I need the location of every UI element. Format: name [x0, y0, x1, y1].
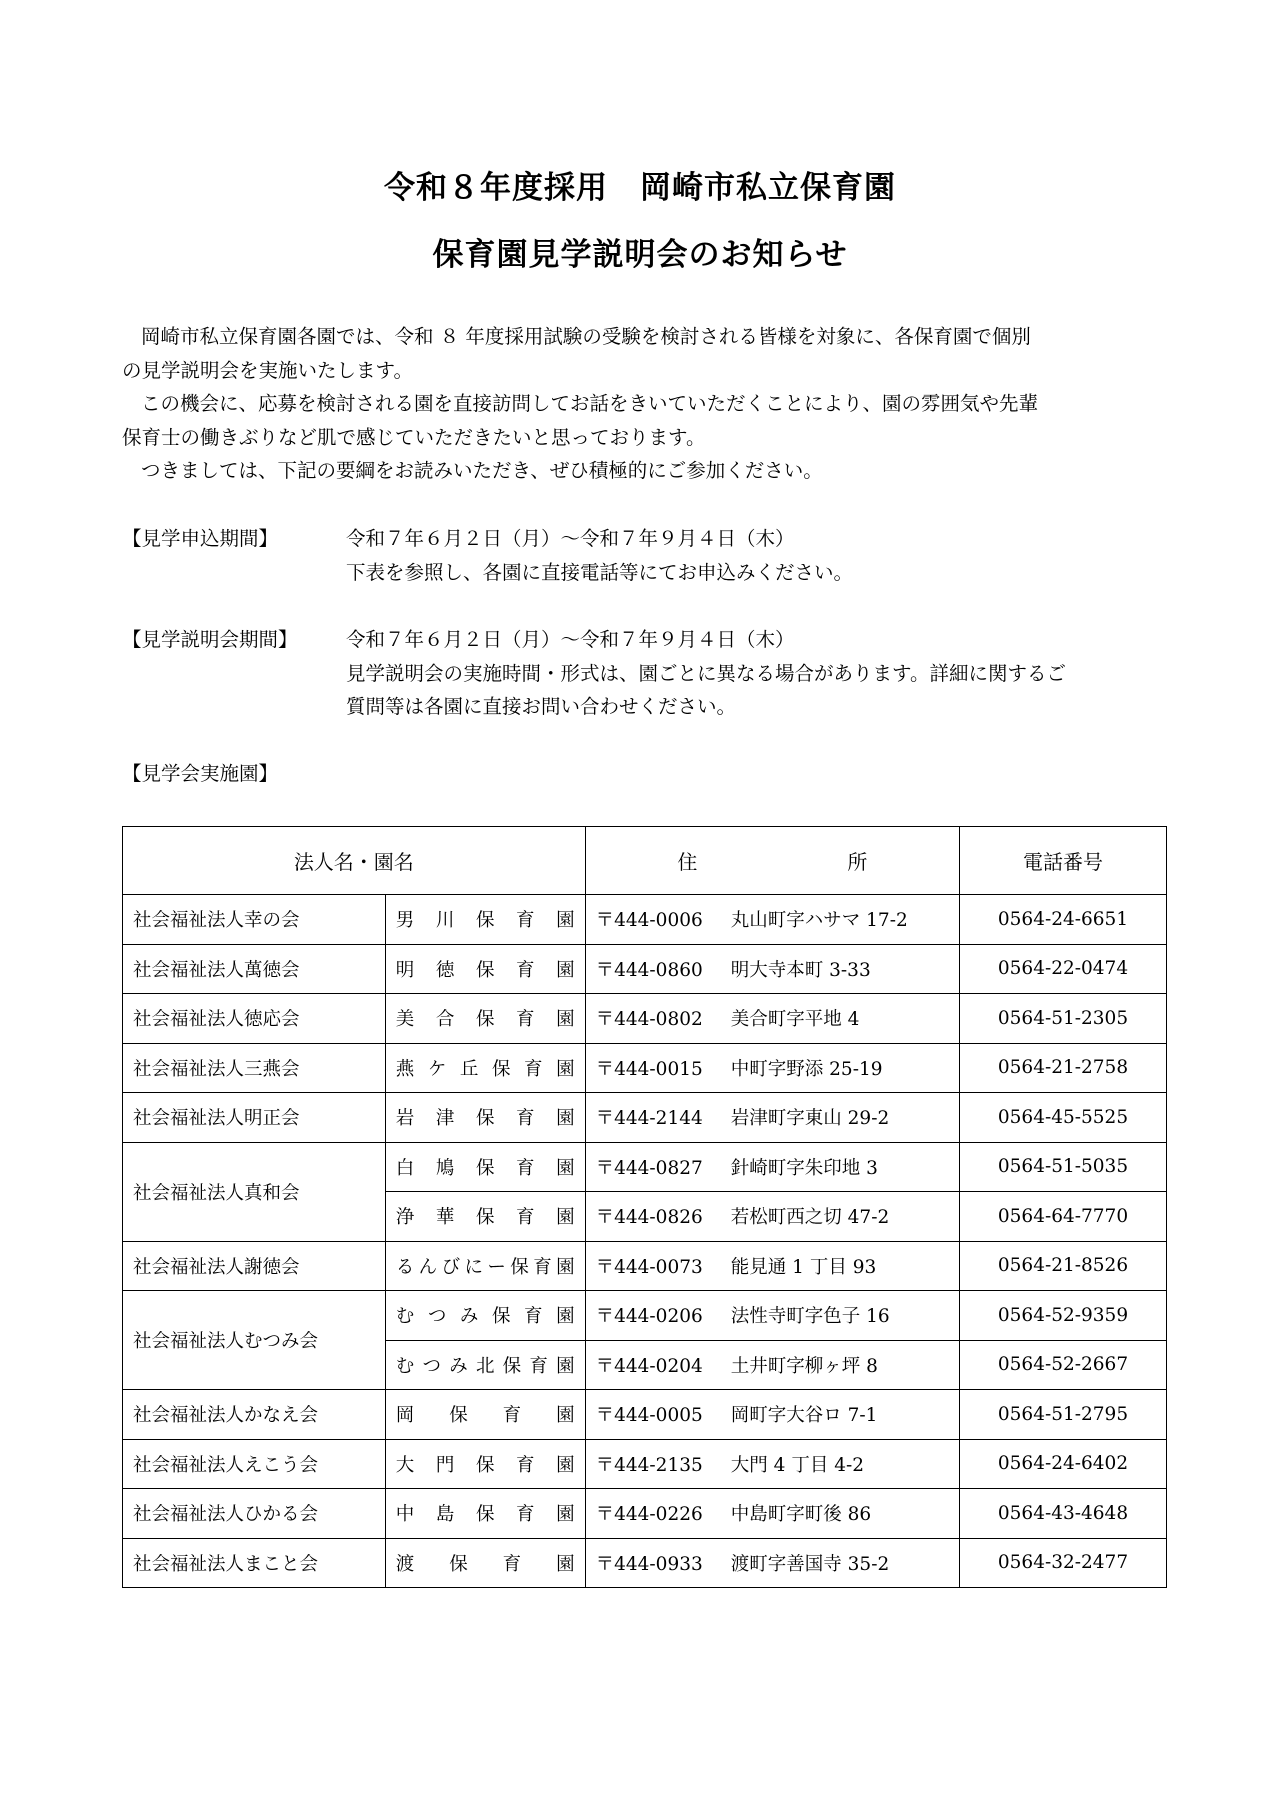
address-cell — [585, 1291, 959, 1341]
nursery-name: 男川保育園 — [385, 895, 585, 945]
phone-number: 0564-52-2667 — [960, 1340, 1167, 1390]
address-cell — [585, 1340, 959, 1390]
phone-number: 0564-24-6651 — [960, 895, 1167, 945]
table-row — [123, 1291, 1167, 1341]
address-cell — [585, 1439, 959, 1489]
address-cell — [585, 994, 959, 1044]
postal-code: 〒444-2135 — [595, 1454, 703, 1476]
street-address: 若松町西之切 47-2 — [730, 1207, 890, 1229]
phone-number: 0564-21-2758 — [960, 1043, 1167, 1093]
corporation-name: 社会福祉法人徳応会 — [123, 994, 386, 1044]
intro-paragraph-1a: 岡崎市私立保育園各園では、令和 ８ 年度採用試験の受験を検討される皆様を対象に、各保育園で個別 — [141, 325, 1031, 348]
table-row — [123, 1390, 1167, 1440]
document-title: 令和８年度採用 岡崎市私立保育園 — [384, 170, 896, 206]
postal-code: 〒444-0827 — [595, 1157, 703, 1179]
corporation-name: 社会福祉法人三燕会 — [123, 1043, 386, 1093]
session-period-dates: 令和７年６月２日（月）～令和７年９月４日（木） — [346, 628, 795, 651]
corporation-name: 社会福祉法人幸の会 — [123, 895, 386, 945]
nursery-name: むつみ北保育園 — [385, 1340, 585, 1390]
postal-code: 〒444-0015 — [595, 1058, 703, 1080]
street-address: 中町字野添 25-19 — [730, 1058, 883, 1080]
header-name: 法人名・園名 — [123, 827, 586, 895]
venue-table — [122, 826, 1167, 1588]
corporation-name: 社会福祉法人明正会 — [123, 1093, 386, 1143]
session-period-note-1: 見学説明会の実施時間・形式は、園ごとに異なる場合があります。詳細に関するご — [346, 661, 1066, 685]
street-address: 中島町字町後 86 — [730, 1504, 872, 1526]
street-address: 丸山町字ハサマ 17-2 — [730, 910, 908, 932]
corporation-name: 社会福祉法人かなえ会 — [123, 1390, 386, 1440]
postal-code: 〒444-0933 — [595, 1553, 703, 1575]
table-row — [123, 1093, 1167, 1143]
corporation-name: 社会福祉法人萬徳会 — [123, 944, 386, 994]
corporation-name: 社会福祉法人まこと会 — [123, 1538, 386, 1588]
table-row — [123, 1043, 1167, 1093]
nursery-name: 燕ケ丘保育園 — [385, 1043, 585, 1093]
nursery-name: 岡保育園 — [385, 1390, 585, 1440]
postal-code: 〒444-0204 — [595, 1355, 703, 1377]
nursery-name: 浄華保育園 — [385, 1192, 585, 1242]
address-cell — [585, 1241, 959, 1291]
intro-text — [122, 320, 1172, 488]
table-row — [123, 1439, 1167, 1489]
session-period-label: 【見学説明会期間】 — [122, 628, 298, 651]
postal-code: 〒444-2144 — [595, 1108, 703, 1130]
table-row — [123, 944, 1167, 994]
nursery-name: むつみ保育園 — [385, 1291, 585, 1341]
nursery-name: 岩津保育園 — [385, 1093, 585, 1143]
application-period-note: 下表を参照し、各園に直接電話等にてお申込みください。 — [346, 560, 854, 584]
intro-paragraph-2a: この機会に、応募を検討される園を直接訪問してお話をきいていただくことにより、園の雰囲気や先輩 — [141, 392, 1039, 415]
postal-code: 〒444-0802 — [595, 1009, 703, 1031]
table-row — [123, 895, 1167, 945]
nursery-name: 美合保育園 — [385, 994, 585, 1044]
table-row — [123, 1241, 1167, 1291]
nursery-name: 大門保育園 — [385, 1439, 585, 1489]
street-address: 針崎町字朱印地 3 — [730, 1157, 878, 1179]
corporation-name: 社会福祉法人えこう会 — [123, 1439, 386, 1489]
street-address: 岩津町字東山 29-2 — [730, 1108, 890, 1130]
phone-number: 0564-24-6402 — [960, 1439, 1167, 1489]
phone-number: 0564-21-8526 — [960, 1241, 1167, 1291]
venues-label: 【見学会実施園】 — [122, 762, 279, 785]
phone-number: 0564-43-4648 — [960, 1489, 1167, 1539]
street-address: 大門 4 丁目 4-2 — [730, 1454, 864, 1476]
nursery-name: 白鳩保育園 — [385, 1142, 585, 1192]
postal-code: 〒444-0006 — [595, 910, 703, 932]
street-address: 渡町字善国寺 35-2 — [730, 1553, 890, 1575]
address-cell — [585, 1142, 959, 1192]
table-row — [123, 1142, 1167, 1192]
document-subtitle: 保育園見学説明会のお知らせ — [432, 237, 848, 273]
header-address-part-1: 住 — [677, 850, 698, 874]
phone-number: 0564-52-9359 — [960, 1291, 1167, 1341]
corporation-name: 社会福祉法人謝徳会 — [123, 1241, 386, 1291]
intro-paragraph-1b: の見学説明会を実施いたします。 — [122, 358, 413, 382]
street-address: 法性寺町字色子 16 — [730, 1306, 890, 1328]
application-period-dates: 令和７年６月２日（月）～令和７年９月４日（木） — [346, 527, 795, 550]
session-period-body — [346, 623, 1172, 724]
postal-code: 〒444-0860 — [595, 959, 703, 981]
table-row — [123, 1538, 1167, 1588]
address-cell — [585, 1390, 959, 1440]
corporation-name: 社会福祉法人ひかる会 — [123, 1489, 386, 1539]
phone-number: 0564-51-2795 — [960, 1390, 1167, 1440]
phone-number: 0564-64-7770 — [960, 1192, 1167, 1242]
table-header-row — [123, 827, 1167, 895]
nursery-name: るんびにー保育園 — [385, 1241, 585, 1291]
address-cell — [585, 1043, 959, 1093]
table-row — [123, 1489, 1167, 1539]
phone-number: 0564-51-2305 — [960, 994, 1167, 1044]
intro-paragraph-2b: 保育士の働きぶりなど肌で感じていただきたいと思っております。 — [122, 425, 706, 449]
postal-code: 〒444-0005 — [595, 1405, 703, 1427]
street-address: 岡町字大谷ロ 7-1 — [730, 1405, 878, 1427]
address-cell — [585, 1538, 959, 1588]
postal-code: 〒444-0073 — [595, 1256, 703, 1278]
phone-number: 0564-22-0474 — [960, 944, 1167, 994]
address-cell — [585, 1192, 959, 1242]
application-period-label: 【見学申込期間】 — [122, 527, 279, 550]
nursery-name: 渡保育園 — [385, 1538, 585, 1588]
address-cell — [585, 1489, 959, 1539]
street-address: 能見通 1 丁目 93 — [730, 1256, 877, 1278]
session-period-note-2: 質問等は各園に直接お問い合わせください。 — [346, 695, 737, 718]
header-tel: 電話番号 — [960, 827, 1167, 895]
phone-number: 0564-45-5525 — [960, 1093, 1167, 1143]
address-cell — [585, 895, 959, 945]
address-cell — [585, 944, 959, 994]
address-cell — [585, 1093, 959, 1143]
table-row — [123, 994, 1167, 1044]
nursery-name: 中島保育園 — [385, 1489, 585, 1539]
intro-paragraph-3: つきましては、下記の要綱をお読みいただき、ぜひ積極的にご参加ください。 — [141, 459, 823, 482]
postal-code: 〒444-0206 — [595, 1306, 703, 1328]
corporation-name: 社会福祉法人むつみ会 — [123, 1291, 386, 1390]
street-address: 土井町字柳ヶ坪 8 — [730, 1355, 878, 1377]
postal-code: 〒444-0826 — [595, 1207, 703, 1229]
header-address — [585, 827, 959, 895]
phone-number: 0564-51-5035 — [960, 1142, 1167, 1192]
nursery-name: 明徳保育園 — [385, 944, 585, 994]
street-address: 明大寺本町 3-33 — [730, 959, 871, 981]
application-period-body — [346, 522, 1172, 589]
street-address: 美合町字平地 4 — [730, 1009, 860, 1031]
corporation-name: 社会福祉法人真和会 — [123, 1142, 386, 1241]
postal-code: 〒444-0226 — [595, 1504, 703, 1526]
phone-number: 0564-32-2477 — [960, 1538, 1167, 1588]
header-address-part-2: 所 — [847, 850, 868, 874]
